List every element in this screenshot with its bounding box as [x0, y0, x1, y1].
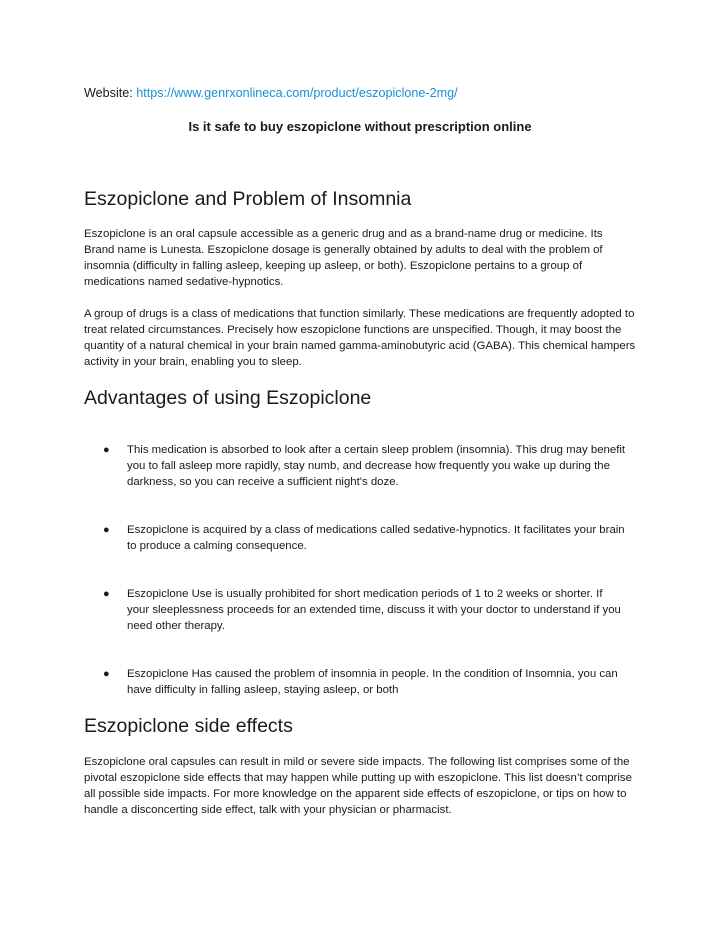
list-item-text: Eszopiclone Use is usually prohibited for short medication periods of 1 to 2 weeks or shorter. If your sleeplessness proceeds for an extended time, discuss it with your doctor to understand if you need other therapy.: [127, 588, 621, 632]
heading-advantages: Advantages of using Eszopiclone: [84, 387, 372, 409]
paragraph-insomnia-2: A group of drugs is a class of medications that function similarly. These medications are frequently adopted to treat related circumstances. Precisely how eszopiclone functions are unspecified. Though, it may boost the quantity of a natural chemical in your brain named gamma-aminobutyric acid (GABA). This chemical hampers activity in your brain, enabling you to sleep.: [84, 308, 636, 368]
bullet-dot-icon: ●: [103, 444, 110, 456]
heading-side-effects: Eszopiclone side effects: [84, 715, 293, 737]
paragraph-insomnia-1: Eszopiclone is an oral capsule accessible as a generic drug and as a brand-name drug or medicine. Its Brand name is Lunesta. Eszopiclone dosage is generally obtained by adults to deal with the problem of insomnia (difficulty in falling asleep, keeping up asleep, or both). Eszopiclone pertains to a group of medications named sedative-hypnotics.: [84, 228, 603, 288]
bullet-dot-icon: ●: [103, 524, 110, 536]
list-item-text: Eszopiclone Has caused the problem of insomnia in people. In the condition of Insomnia, you can have difficulty in falling asleep, staying asleep, or both: [127, 668, 618, 696]
bullet-dot-icon: ●: [103, 588, 110, 600]
list-item: [103, 442, 626, 490]
list-item: [103, 666, 626, 698]
heading-insomnia: Eszopiclone and Problem of Insomnia: [84, 188, 412, 210]
list-item: [103, 586, 626, 634]
website-line: [84, 86, 458, 100]
paragraph-side-effects-1: Eszopiclone oral capsules can result in mild or severe side impacts. The following list comprises some of the pivotal eszopiclone side effects that may happen while putting up with eszopiclone. This list doesn’t comprise all possible side impacts. For more knowledge on the apparent side effects of eszopiclone, or tips on how to handle a disconcerting side effect, talk with your physician or pharmacist.: [84, 756, 632, 816]
list-item: [103, 522, 626, 554]
list-item-text: Eszopiclone is acquired by a class of medications called sedative-hypnotics. It facilitates your brain to produce a calming consequence.: [127, 524, 625, 552]
website-label: Website:: [84, 86, 137, 100]
list-item-text: This medication is absorbed to look after a certain sleep problem (insomnia). This drug may benefit you to fall asleep more rapidly, stay numb, and decrease how frequently you wake up during the darkness, so you can receive a sufficient night's doze.: [127, 444, 626, 488]
document-subtitle: Is it safe to buy eszopiclone without prescription online: [188, 119, 532, 134]
website-link[interactable]: https://www.genrxonlineca.com/product/eszopiclone-2mg/: [136, 86, 458, 100]
bullet-dot-icon: ●: [103, 668, 110, 680]
